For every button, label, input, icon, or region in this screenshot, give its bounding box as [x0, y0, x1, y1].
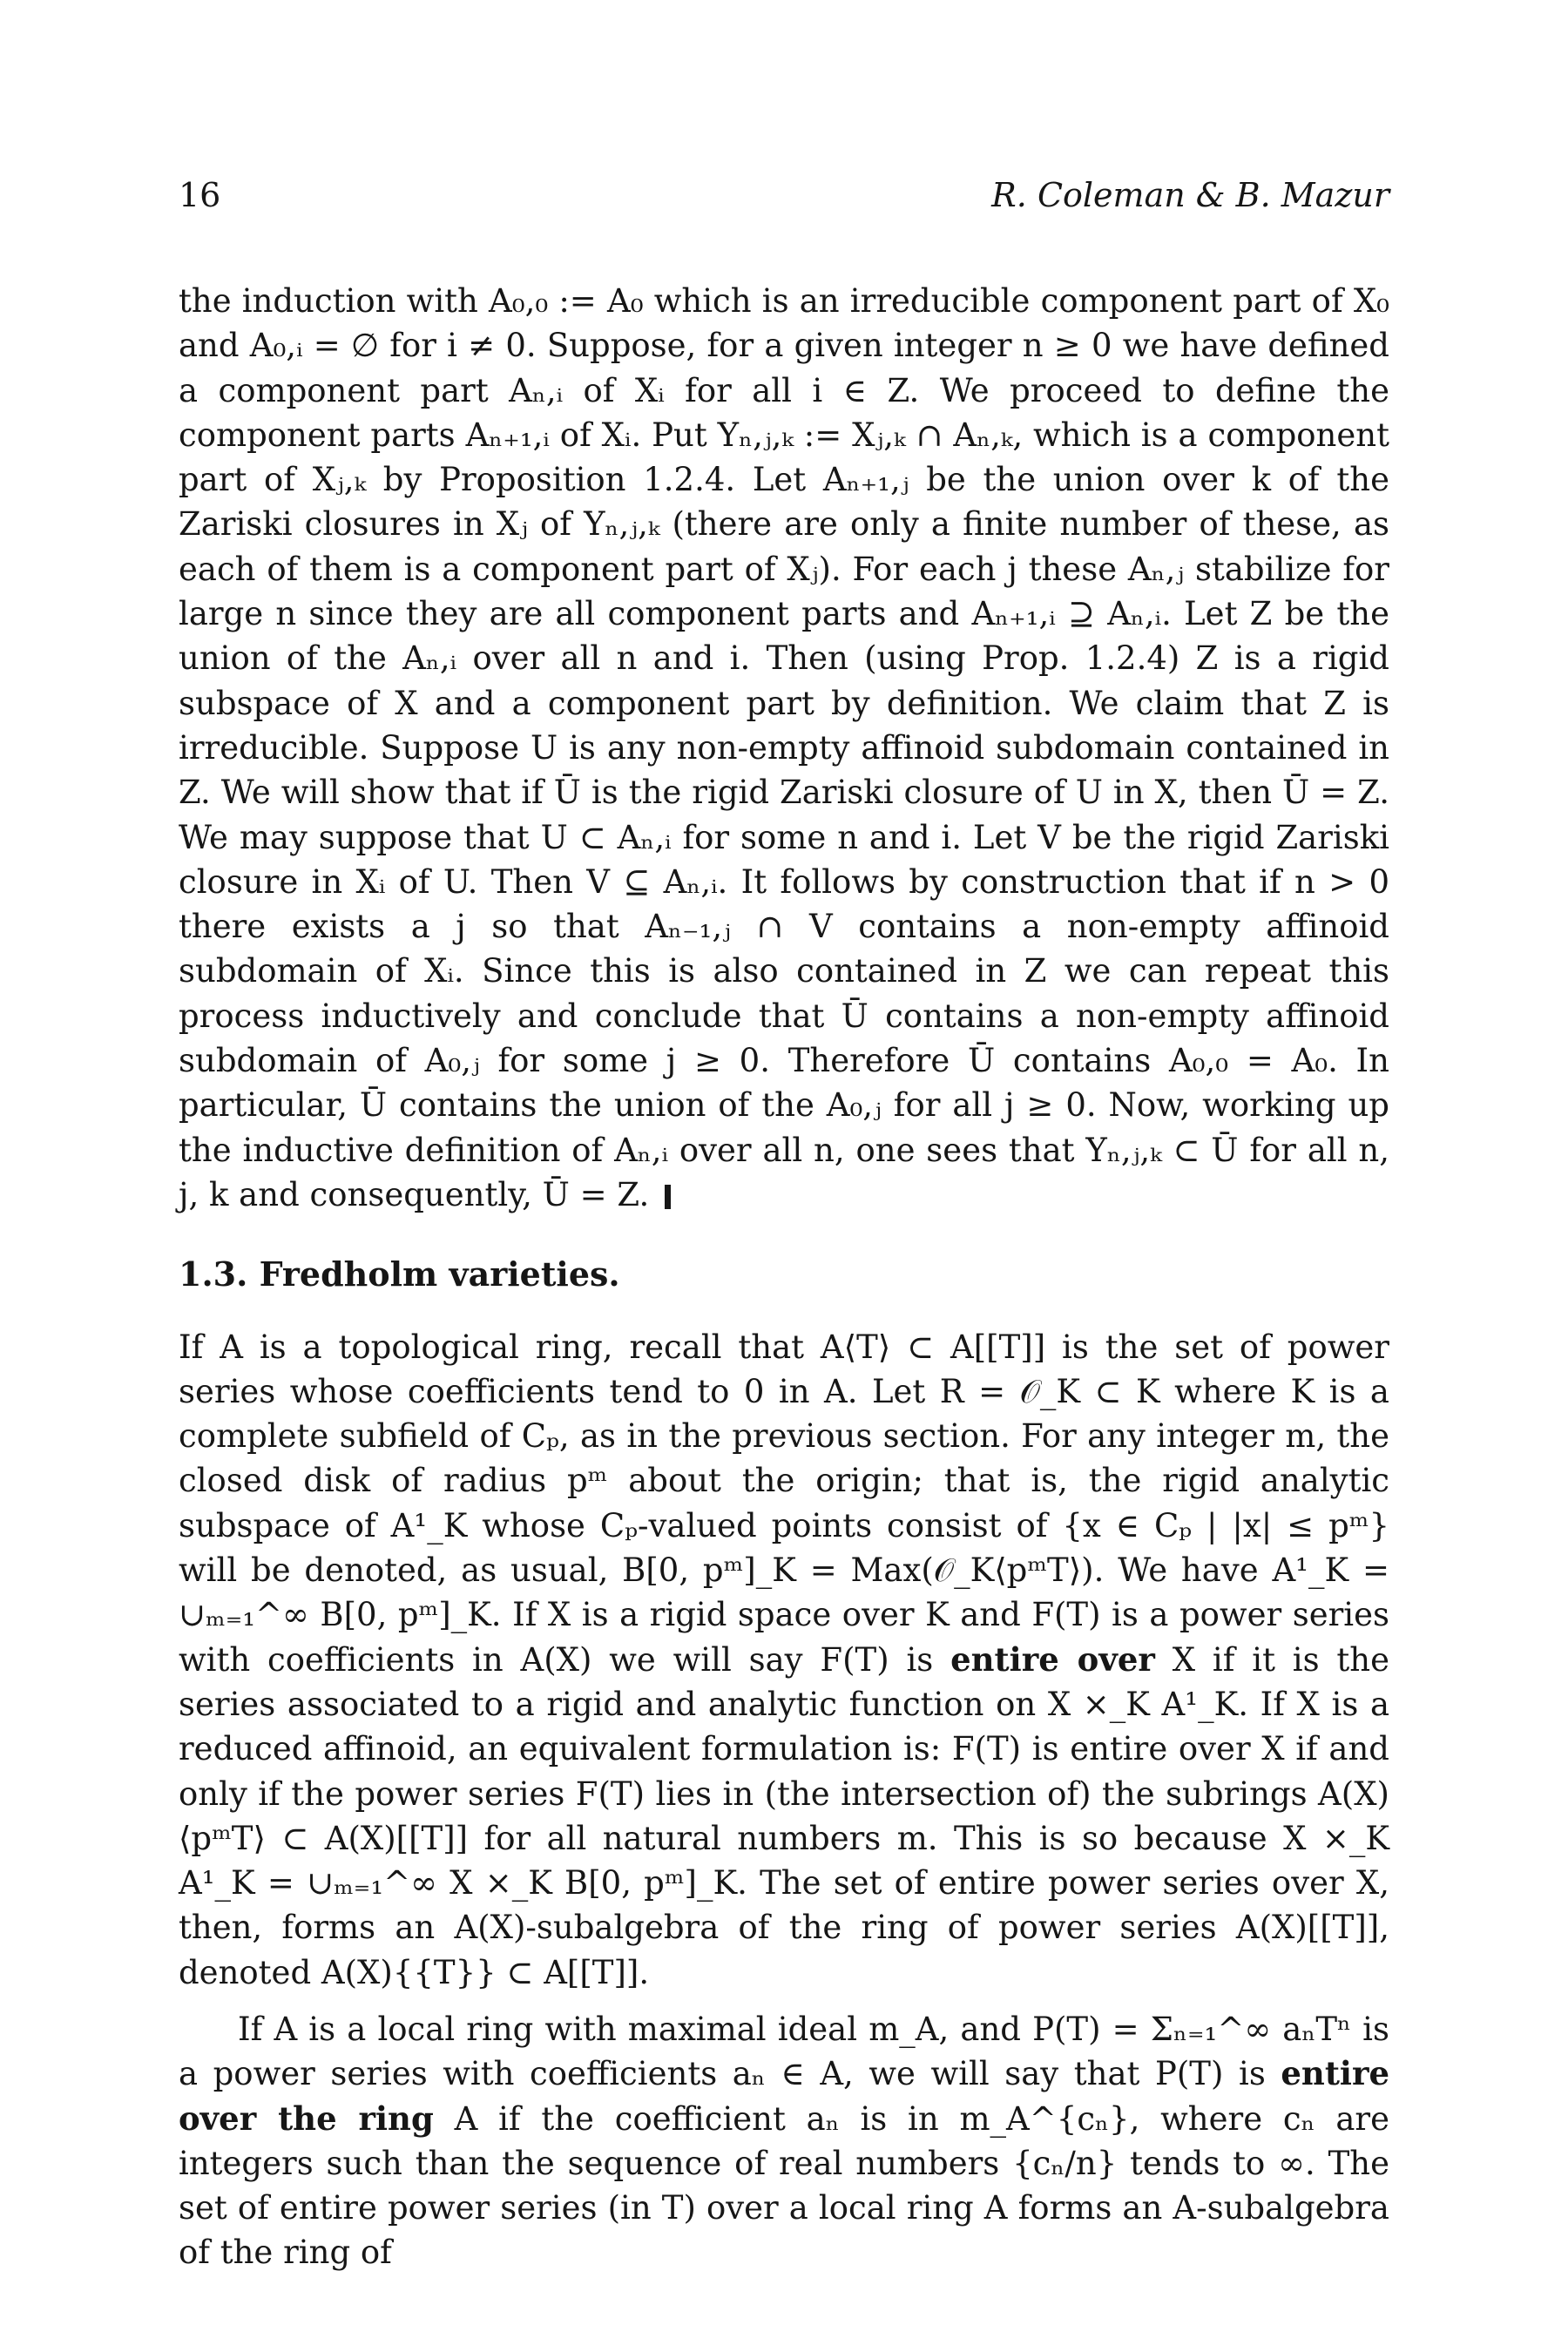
definition-paragraph [179, 1325, 1389, 1995]
end-of-proof-mark [665, 1185, 671, 1209]
page-body [179, 279, 1389, 2275]
page-number: 16 [179, 176, 221, 214]
term-entire-over-x: entire over [950, 1639, 1155, 1679]
proof-text: the induction with A₀,₀ := A₀ which is an irreducible component part of X₀ and A₀,ᵢ = ∅ for i ≠ 0. Suppose, for a given integer n ≥ 0 we have defined a component part Aₙ,ᵢ of Xᵢ for all i ∈ Z. We proceed to define the component parts Aₙ₊₁,ᵢ of Xᵢ. Put Yₙ,ⱼ,ₖ := Xⱼ,ₖ ∩ Aₙ,ₖ, which is a component part of Xⱼ,ₖ by Proposition 1.2.4. Let Aₙ₊₁,ⱼ be the union over k of the Zariski closures in Xⱼ of Yₙ,ⱼ,ₖ (there are only a finite number of these, as each of them is a component part of Xⱼ). For each j these Aₙ,ⱼ stabilize for large n since they are all component parts and Aₙ₊₁,ᵢ ⊇ Aₙ,ᵢ. Let Z be the union of the Aₙ,ᵢ over all n and i. Then (using Prop. 1.2.4) Z is a rigid subspace of X and a component part by definition. We claim that Z is irreducible. Suppose U is any non-empty affinoid subdomain contained in Z. We will show that if Ū is the rigid Zariski closure of U in X, then Ū = Z. We may suppose that U ⊂ Aₙ,ᵢ for some n and i. Let V be the rigid Zariski closure in Xᵢ of U. Then V ⊆ Aₙ,ᵢ. It follows by construction that if n > 0 there exists a j so that Aₙ₋₁,ⱼ ∩ V contains a non-empty affinoid subdomain of Xᵢ. Since this is also contained in Z we can repeat this process inductively and conclude that Ū contains a non-empty affinoid subdomain of A₀,ⱼ for some j ≥ 0. Therefore Ū contains A₀,₀ = A₀. In particular, Ū contains the union of the A₀,ⱼ for all j ≥ 0. Now, working up the inductive definition of Aₙ,ᵢ over all n, one sees that Yₙ,ⱼ,ₖ ⊂ Ū for all n, j, k and consequently, Ū = Z. [179, 282, 1389, 1213]
term-entire-over-ring: entire over the ring [179, 2054, 1389, 2138]
definition-text-1: If A is a topological ring, recall that A⟨T⟩ ⊂ A[[T]] is the set of power series whose coefficients tend to 0 in A. Let R = 𝒪_K ⊂ K where K is a complete subfield of Cₚ, as in the previous section. For any integer m, the closed disk of radius pᵐ about the origin; that is, the rigid analytic subspace of A¹_K whose Cₚ-valued points consist of {x ∈ Cₚ | |x| ≤ pᵐ} will be denoted, as usual, B[0, pᵐ]_K = Max(𝒪_K⟨pᵐT⟩). We have A¹_K = ∪ₘ₌₁^∞ B[0, pᵐ]_K. If X is a rigid space over K and F(T) is a power series with coefficients in A(X) we will say F(T) is [179, 1328, 1389, 1679]
proof-paragraph [179, 279, 1389, 1217]
running-title: R. Coleman & B. Mazur [991, 176, 1389, 214]
definition-text-2: X if it is the series associated to a rigid and analytic function on X ×_K A¹_K. If X is a reduced affinoid, an equivalent formulation is: F(T) is entire over X if and only if the power series F(T) lies in (the intersection of) the subrings A(X)⟨pᵐT⟩ ⊂ A(X)[[T]] for all natural numbers m. This is so because X ×_K A¹_K = ∪ₘ₌₁^∞ X ×_K B[0, pᵐ]_K. The set of entire power series over X, then, forms an A(X)-subalgebra of the ring of power series A(X)[[T]], denoted A(X){{T}} ⊂ A[[T]]. [179, 1640, 1390, 1991]
page-header [179, 176, 1389, 220]
local-ring-text-1: If A is a local ring with maximal ideal m_A, and P(T) = Σₙ₌₁^∞ aₙTⁿ is a power series with coefficients aₙ ∈ A, we will say that P(T) is [179, 2010, 1389, 2093]
section-heading: 1.3. Fredholm varieties. [179, 1254, 620, 1294]
local-ring-text-2: A if the coefficient aₙ is in m_A^{cₙ}, where cₙ are integers such than the sequence of real numbers {cₙ/n} tends to ∞. The set of entire power series (in T) over a local ring A forms an A-subalgebra of the ring of [179, 2099, 1389, 2272]
local-ring-paragraph [179, 2007, 1389, 2275]
